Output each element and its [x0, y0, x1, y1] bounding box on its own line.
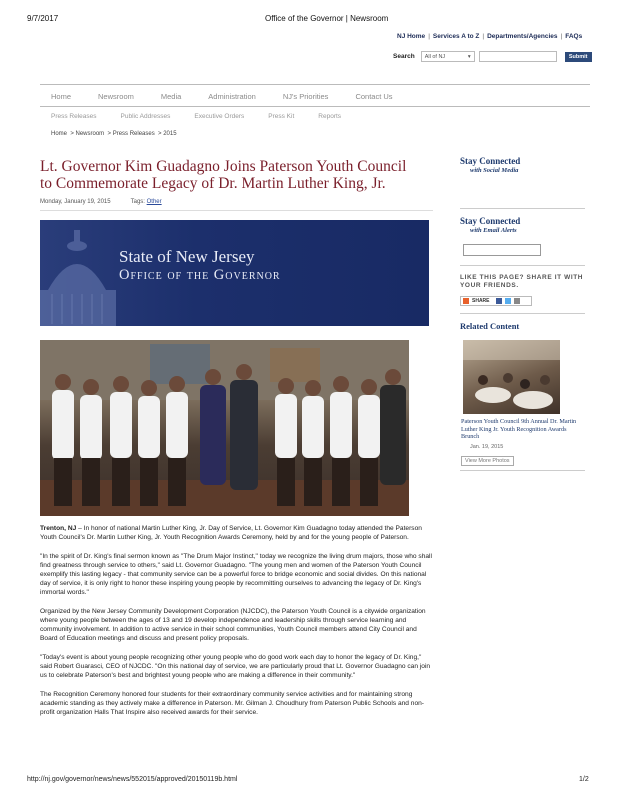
chevron-down-icon: ▾: [467, 53, 471, 60]
twitter-icon[interactable]: [505, 298, 511, 304]
paragraph-1: [40, 524, 432, 542]
group-photo: [40, 340, 409, 516]
related-photo[interactable]: [463, 340, 560, 414]
nav-nj-home[interactable]: NJ Home: [397, 33, 426, 40]
tag-link[interactable]: Other: [146, 199, 162, 205]
stay-connected-email-sub[interactable]: with Email Alerts: [470, 227, 517, 234]
sidebar-divider-3: [460, 313, 585, 314]
search-submit-button[interactable]: Submit: [565, 52, 592, 62]
email-signup-input[interactable]: [463, 244, 541, 256]
group-photo-image: [40, 340, 409, 516]
print-footer-url: http://nj.gov/governor/news/news/552015/approved/20150119b.html: [27, 776, 238, 783]
related-date: Jan. 19, 2015: [470, 444, 504, 450]
sub-nav-press-releases[interactable]: Press Releases: [51, 113, 97, 120]
search-bar: [393, 51, 592, 62]
search-scope-value: All of NJ: [424, 53, 446, 60]
related-photo-image: [463, 340, 560, 414]
sub-nav-press-kit[interactable]: Press Kit: [268, 113, 295, 120]
main-nav-newsroom[interactable]: Newsroom: [98, 92, 134, 101]
dateline: Trenton, NJ: [40, 525, 77, 532]
print-title: Office of the Governor | Newsroom: [265, 14, 389, 23]
banner-line1: State of New Jersey: [119, 247, 255, 266]
sub-nav-reports[interactable]: Reports: [318, 113, 342, 120]
search-input[interactable]: [479, 51, 557, 62]
main-nav-administration[interactable]: Administration: [208, 92, 256, 101]
facebook-icon[interactable]: [496, 298, 502, 304]
related-content-title: Related Content: [460, 321, 520, 331]
nav-faqs[interactable]: FAQs: [565, 33, 583, 40]
sidebar-divider-1: [460, 208, 585, 209]
sidebar-divider-4: [460, 470, 585, 471]
breadcrumb[interactable]: Home > Newsroom > Press Releases > 2015: [51, 131, 177, 137]
search-label: Search: [393, 53, 415, 60]
nav-services[interactable]: Services A to Z: [432, 33, 480, 40]
meta-divider: [40, 210, 433, 211]
nav-departments[interactable]: Departments/Agencies: [487, 33, 558, 40]
main-nav-priorities[interactable]: NJ's Priorities: [282, 92, 329, 101]
sub-nav-executive-orders[interactable]: Executive Orders: [194, 113, 245, 120]
stay-connected-social-sub[interactable]: with Social Media: [470, 167, 519, 174]
share-label: SHARE: [472, 298, 490, 304]
main-nav-media[interactable]: Media: [160, 92, 182, 101]
governor-banner: [40, 220, 429, 326]
share-prompt: LIKE THIS PAGE? SHARE IT WITH YOUR FRIENDS.: [460, 274, 584, 289]
related-caption[interactable]: Paterson Youth Council 9th Annual Dr. Martin Luther King Jr. Youth Recognition Awards Brunch: [461, 418, 577, 440]
utility-nav: NJ Home | Services A to Z | Departments/Agencies | FAQs: [397, 33, 583, 40]
email-icon[interactable]: [514, 298, 520, 304]
paragraph-5: The Recognition Ceremony honored four students for their extraordinary community service activities and for maintaining strong academic standing as they actively make a difference in Paterson. Mr. Gilman J. Choudhury from Paterson Public Schools and non-profit organization Halls That Inspire also received awards for their service.: [40, 691, 424, 716]
nav-divider-top: [40, 84, 590, 85]
print-date: 9/7/2017: [27, 14, 59, 23]
paragraph-2: "In the spirit of Dr. King's final sermon known as "The Drum Major Instinct," today we recognize the living drum majors, those who shall find greatness through service to others," said Lt. Governor Guadagno. "The young men and women of the Paterson Youth Council exemplify this lasting legacy - that community service can be a powerful force to bridge economic and social divides. On this national day of service, it is only right to honor these inspiring young people by recommitting ourselves to advancing the legacy of Dr. King's immortal words.": [40, 553, 432, 596]
article-meta: [40, 199, 162, 205]
tags-label: Tags:: [130, 199, 145, 205]
sidebar-divider-2: [460, 265, 585, 266]
paragraph-4: "Today's event is about young people recognizing other young people who do good work each day to honor the legacy of Dr. King," said Robert Guarasci, CEO of NJCDC. "On this national day of service, we are particularly proud that Lt. Governor Guadagno can join us to celebrate Paterson's best and brightest young people who are making a difference in their community.": [40, 654, 431, 679]
stay-connected-email-title: Stay Connected: [460, 216, 521, 226]
search-scope-select[interactable]: [421, 51, 475, 62]
nav-divider-bottom: [40, 106, 590, 107]
print-footer-page: 1/2: [579, 776, 589, 783]
article-body: [40, 524, 432, 717]
main-nav-contact[interactable]: Contact Us: [355, 92, 393, 101]
main-nav-home[interactable]: Home: [51, 92, 72, 101]
view-more-photos-button[interactable]: View More Photos: [461, 456, 514, 466]
share-button[interactable]: [460, 296, 532, 306]
main-nav: [51, 92, 420, 101]
stay-connected-social-title: Stay Connected: [460, 156, 521, 166]
share-plus-icon: [463, 298, 469, 304]
sub-nav: [51, 113, 365, 120]
banner-line2: Office of the Governor: [119, 267, 281, 283]
paragraph-3: Organized by the New Jersey Community Development Corporation (NJCDC), the Paterson Youth Council is a citywide organization where young people between the ages of 13 and 19 develop independence and leadership skills through service learning and community involvement. In addition to active service in their school communities, Youth Council members attend City Council and Board of Education meetings and discuss and present policy proposals.: [40, 608, 426, 642]
article-date: Monday, January 19, 2015: [40, 199, 111, 205]
paragraph-1-text: – In honor of national Martin Luther King, Jr. Day of Service, Lt. Governor Kim Guadagno today attended the Paterson Youth Council's Dr. Martin Luther King, Jr. Youth Recognition Awards Ceremony, held by and for the young people of Paterson.: [40, 525, 422, 541]
sub-nav-public-addresses[interactable]: Public Addresses: [120, 113, 171, 120]
page-title: Lt. Governor Kim Guadagno Joins Paterson Youth Council to Commemorate Legacy of Dr. Martin Luther King, Jr.: [40, 158, 407, 192]
